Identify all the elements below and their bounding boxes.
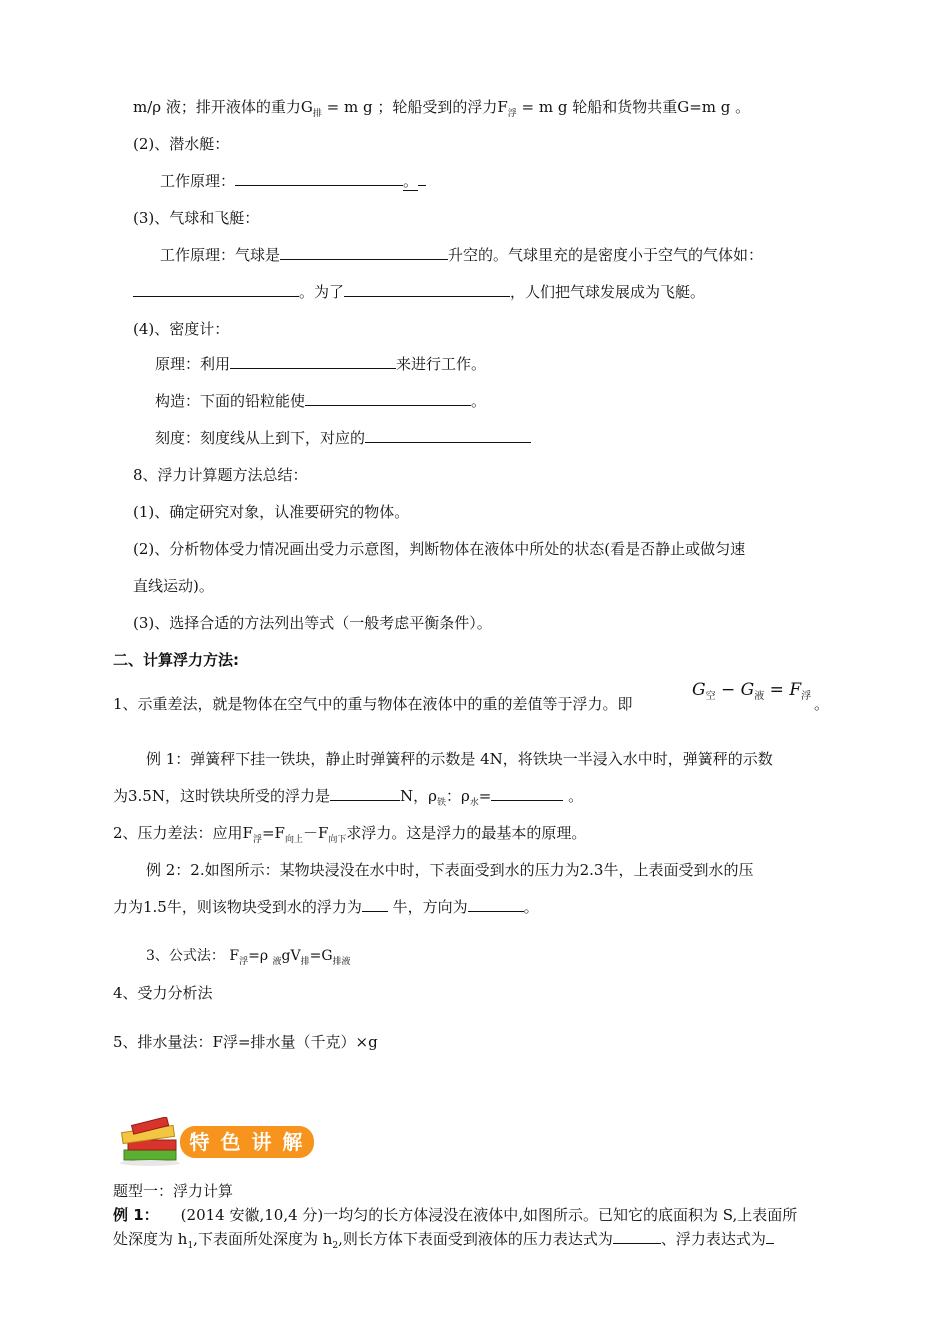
text: ：ρ — [445, 787, 470, 805]
symbol: F — [789, 680, 802, 700]
subscript: 排液 — [332, 957, 351, 967]
text: 3、公式法： F — [146, 948, 240, 964]
question-type-title: 题型一：浮力计算 — [113, 1182, 234, 1200]
answer-blank[interactable] — [365, 428, 531, 443]
text: 工作原理： — [160, 172, 236, 190]
answer-blank[interactable] — [344, 282, 510, 297]
text: 原理：利用 — [155, 355, 231, 373]
line-balloon-principle — [160, 245, 763, 265]
text: = — [478, 787, 492, 805]
subscript: 1 — [187, 1241, 194, 1251]
subscript: 空 — [705, 691, 716, 702]
text: 力为1.5牛，则该物块受到水的浮力为 — [113, 898, 362, 916]
answer-blank[interactable] — [305, 391, 471, 406]
answer-blank[interactable] — [280, 245, 448, 260]
example-1: 例 1：弹簧秤下挂一铁块，静止时弹簧秤的示数是 4N，将铁块一半浸入水中时，弹簧秤的示数 — [146, 750, 773, 768]
subscript: 2 — [332, 1241, 339, 1251]
formula-weight-difference — [692, 680, 811, 700]
text: 2、压力差法：应用F — [113, 824, 253, 842]
example-2: 例 2：2.如图所示：某物块浸没在水中时，下表面受到水的压力为2.3牛，上表面受到水的压 — [146, 861, 754, 879]
answer-blank[interactable] — [133, 282, 299, 297]
answer-blank[interactable] — [468, 897, 524, 912]
text: = m g 轮船和货物共重G=m g 。 — [516, 98, 751, 116]
text: =F — [261, 824, 285, 842]
subscript: 排 — [300, 957, 310, 967]
answer-blank[interactable] — [362, 897, 388, 912]
answer-blank[interactable] — [613, 1229, 661, 1244]
text: 牛，方向为 — [387, 898, 468, 916]
text: 。为了 — [299, 283, 345, 301]
example-1-cont — [113, 786, 583, 809]
method-3 — [146, 946, 351, 968]
example-label: 例 1： — [113, 1206, 159, 1224]
subscript: 液 — [272, 957, 282, 967]
line-balloon-gas — [133, 282, 705, 302]
subscript: 浮 — [252, 835, 262, 845]
subscript: 浮 — [507, 109, 517, 119]
answer-blank[interactable] — [766, 1229, 774, 1244]
heading-balloon: (3)、气球和飞艇： — [133, 209, 260, 227]
text: 工作原理：气球是 — [160, 246, 281, 264]
text: (2014 安徽,10,4 分)一均匀的长方体浸没在液体中,如图所示。已知它的底面积为 S,上表面所 — [180, 1206, 798, 1224]
text: 为3.5N，这时铁块所受的浮力是 — [113, 787, 330, 805]
summary-step-2: (2)、分析物体受力情况画出受力示意图，判断物体在液体中所处的状态(看是否静止或做匀速 — [133, 540, 746, 558]
summary-step-3: (3)、选择合适的方法列出等式（一般考虑平衡条件）。 — [133, 614, 492, 632]
example-2-cont — [113, 897, 539, 917]
text: 。 — [563, 787, 584, 805]
summary-step-2-cont: 直线运动)。 — [133, 577, 214, 595]
subscript: 浮 — [239, 957, 249, 967]
subscript: 向下 — [328, 835, 347, 845]
line-ship — [133, 97, 750, 120]
heading-hydrometer: (4)、密度计： — [133, 320, 230, 338]
text: 刻度：刻度线从上到下，对应的 — [155, 429, 366, 447]
subscript: 水 — [469, 798, 479, 808]
answer-blank[interactable] — [418, 171, 426, 186]
summary-step-1: (1)、确定研究对象，认准要研究的物体。 — [133, 503, 410, 521]
line-hydrometer-scale — [155, 428, 531, 448]
text: －F — [302, 824, 329, 842]
banner-title: 特 色 讲 解 — [189, 1130, 305, 1154]
method-2 — [113, 823, 586, 846]
text: =ρ — [248, 948, 273, 964]
symbol: = — [764, 680, 790, 700]
example-problem-1 — [113, 1205, 797, 1225]
text: = m g ；轮船受到的浮力F — [321, 98, 508, 116]
method-1-end: 。 — [814, 695, 830, 713]
subscript: 排 — [312, 109, 322, 119]
symbol: G — [692, 680, 706, 700]
text: =G — [309, 948, 333, 964]
featured-explanation-banner — [118, 1117, 318, 1169]
text: ,则长方体下表面受到液体的压力表达式为 — [338, 1230, 613, 1248]
subscript: 液 — [754, 691, 765, 702]
line-hydrometer-structure — [155, 391, 486, 411]
method-4: 4、受力分析法 — [113, 984, 213, 1002]
text: 处深度为 h — [113, 1230, 188, 1248]
text: 1、示重差法，就是物体在空气中的重与物体在液体中的重的差值等于浮力。即 — [113, 695, 633, 713]
text: 、浮力表达式为 — [660, 1230, 766, 1248]
heading-summary: 8、浮力计算题方法总结： — [133, 466, 308, 484]
text: gV — [281, 948, 301, 964]
subscript: 浮 — [801, 691, 812, 702]
text: 升空的。气球里充的是密度小于空气的气体如： — [448, 246, 764, 264]
symbol: G — [740, 680, 755, 700]
symbol: − — [715, 680, 741, 700]
subscript: 铁 — [436, 798, 446, 808]
answer-blank[interactable] — [330, 786, 400, 801]
text: m/ρ 液；排开液体的重力G — [133, 98, 313, 116]
example-problem-1-cont — [113, 1229, 774, 1252]
method-5: 5、排水量法：F浮=排水量（千克）×g — [113, 1033, 378, 1051]
text: 。 — [523, 898, 539, 916]
answer-blank[interactable] — [230, 354, 396, 369]
text: 来进行工作。 — [396, 355, 487, 373]
method-1 — [113, 694, 633, 714]
line-submarine-principle — [160, 171, 426, 191]
subscript: 向上 — [284, 835, 303, 845]
section-heading-methods: 二、计算浮力方法: — [113, 651, 239, 669]
line-hydrometer-principle — [155, 354, 486, 374]
text: ,下表面所处深度为 h — [193, 1230, 333, 1248]
text: 。 — [403, 172, 419, 190]
answer-blank[interactable] — [491, 786, 563, 801]
text: 构造：下面的铅粒能使 — [155, 392, 306, 410]
text: ，人们把气球发展成为飞艇。 — [510, 283, 706, 301]
answer-blank[interactable] — [235, 171, 403, 186]
heading-submarine: (2)、潜水艇： — [133, 135, 230, 153]
text: 。 — [471, 392, 487, 410]
text: N，ρ — [399, 787, 437, 805]
text: 求浮力。这是浮力的最基本的原理。 — [346, 824, 587, 842]
